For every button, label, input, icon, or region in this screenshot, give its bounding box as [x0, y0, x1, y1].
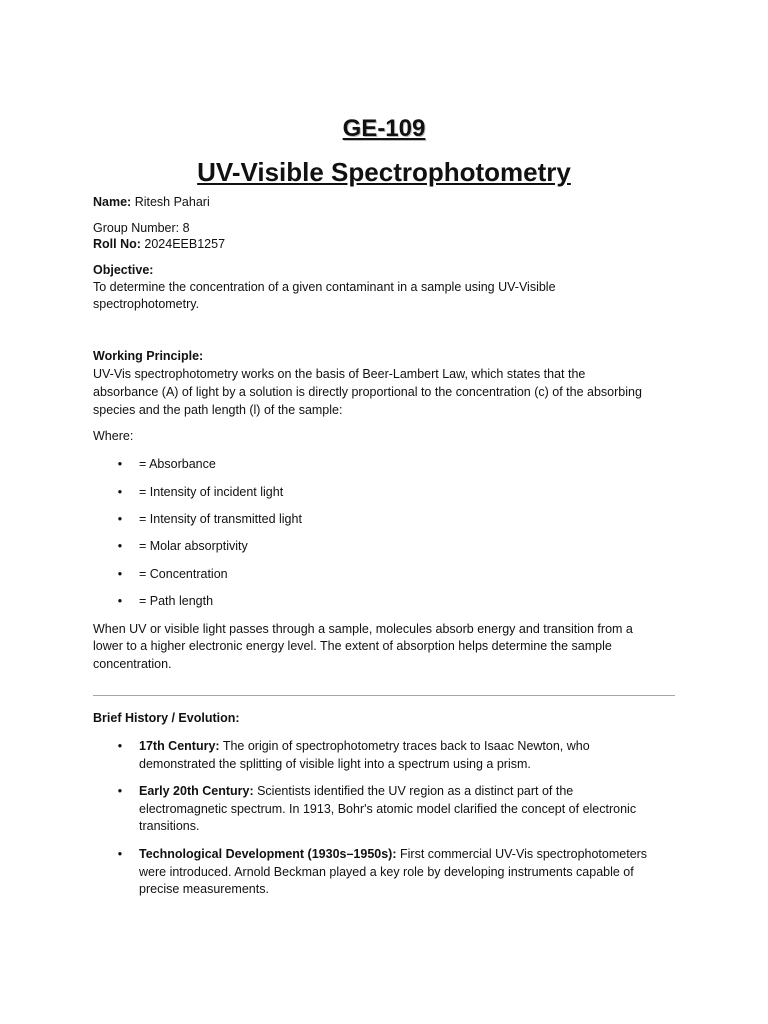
summary-line: When UV or visible light passes through a sample, molecules absorb energy and transition from a: [93, 622, 633, 636]
group-number: Group Number: 8: [93, 221, 190, 235]
name-label: Name:: [93, 195, 132, 209]
bullet-icon: •: [117, 567, 123, 581]
history-item-label: Technological Development (1930s–1950s):: [139, 847, 397, 861]
principle-line: absorbance (A) of light by a solution is directly proportional to the concentration (c) of the absorbing: [93, 385, 642, 399]
roll-value: 2024EEB1257: [140, 237, 226, 251]
list-item-text: = Intensity of incident light: [139, 485, 284, 499]
history-item-line: precise measurements.: [139, 882, 269, 896]
history-item-label: Early 20th Century:: [139, 784, 254, 798]
bullet-icon: •: [117, 784, 123, 798]
objective-line: spectrophotometry.: [93, 297, 200, 311]
principle-heading: Working Principle:: [93, 349, 204, 363]
bullet-icon: •: [117, 457, 123, 471]
history-item-text: [139, 783, 679, 836]
section-divider: [93, 695, 675, 696]
history-item-label: 17th Century:: [139, 739, 220, 753]
where-label: Where:: [93, 429, 134, 443]
list-item-text: = Concentration: [139, 567, 228, 581]
history-item-line: were introduced. Arnold Beckman played a key role by developing instruments capable of: [139, 864, 634, 879]
document-title: UV-Visible Spectrophotometry: [197, 157, 571, 187]
history-item-line: First commercial UV-Vis spectrophotometers: [396, 847, 648, 861]
objective-heading: Objective:: [93, 263, 154, 277]
bullet-icon: •: [117, 847, 123, 861]
history-item-line: transitions.: [139, 819, 200, 833]
roll-number: [93, 236, 225, 254]
roll-label: Roll No:: [93, 237, 141, 251]
history-item-text: [139, 738, 679, 773]
bullet-icon: •: [117, 485, 123, 499]
bullet-icon: •: [117, 539, 123, 553]
course-code: GE-109: [342, 115, 426, 142]
bullet-icon: •: [117, 594, 123, 608]
list-item-text: = Intensity of transmitted light: [139, 512, 302, 526]
history-heading: Brief History / Evolution:: [93, 711, 240, 725]
bullet-icon: •: [117, 512, 123, 526]
objective-line: To determine the concentration of a given contaminant in a sample using UV-Visible: [93, 280, 556, 294]
list-item-text: = Absorbance: [139, 457, 216, 471]
principle-line: UV-Vis spectrophotometry works on the basis of Beer-Lambert Law, which states that the: [93, 367, 586, 381]
history-item-line: Scientists identified the UV region as a distinct part of the: [253, 784, 574, 798]
summary-line: lower to a higher electronic energy level. The extent of absorption helps determine the sample: [93, 639, 612, 653]
list-item-text: = Molar absorptivity: [139, 539, 248, 553]
history-item-line: The origin of spectrophotometry traces back to Isaac Newton, who: [219, 739, 590, 753]
principle-line: species and the path length (l) of the sample:: [93, 403, 343, 417]
list-item-text: = Path length: [139, 594, 214, 608]
history-item-text: [139, 846, 679, 899]
student-name: [93, 194, 210, 212]
bullet-icon: •: [117, 739, 123, 753]
name-value: Ritesh Pahari: [131, 195, 210, 209]
history-item-line: electromagnetic spectrum. In 1913, Bohr's atomic model clarified the concept of electronic: [139, 801, 637, 816]
summary-line: concentration.: [93, 657, 172, 671]
history-item-line: demonstrated the splitting of visible light into a spectrum using a prism.: [139, 756, 531, 771]
